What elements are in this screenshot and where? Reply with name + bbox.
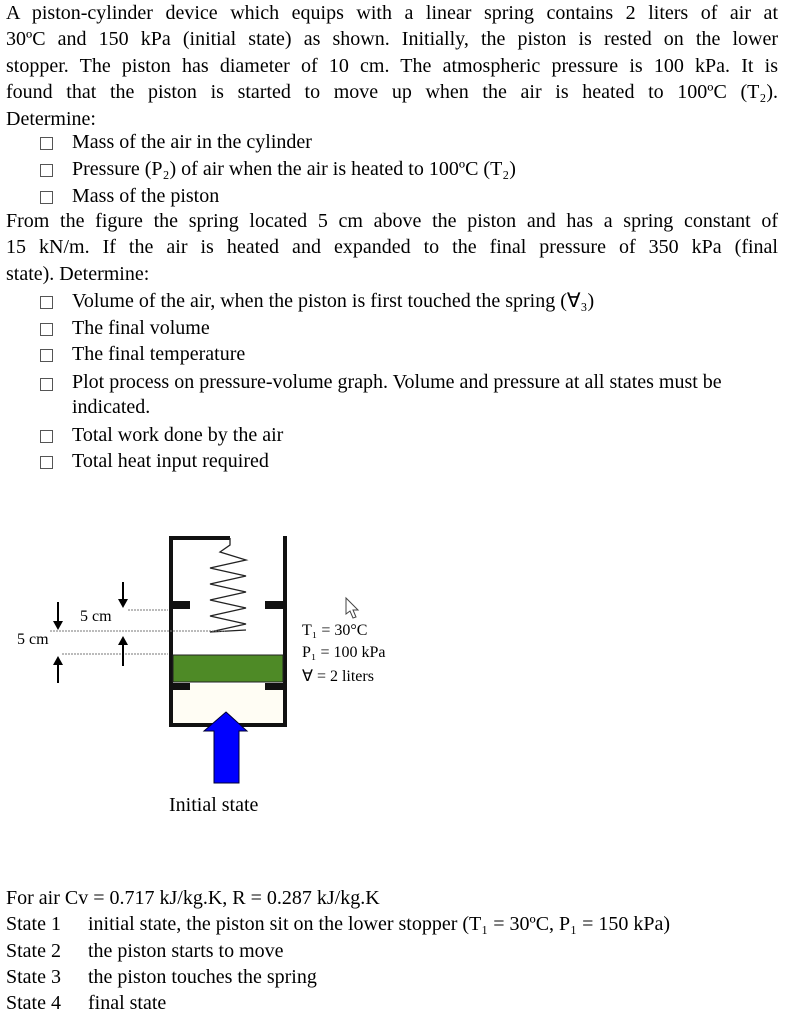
text-line: Determine:: [6, 107, 96, 130]
list-item: [40, 315, 780, 342]
upper-stopper-right: [265, 601, 283, 609]
text-line: state). Determine:: [6, 262, 150, 285]
text-line: 30ºC and 150 kPa (initial state) as shown. Initially, the piston is rested on the lower: [6, 28, 778, 51]
list-item: [40, 370, 780, 420]
checkbox-icon: [40, 164, 53, 177]
text-line: found that the piston is started to move up when the air is heated to 100ºC (T₂).: [6, 81, 778, 104]
item-text: Total work done by the air: [72, 423, 284, 446]
piston: [173, 655, 283, 682]
text-line: A piston-cylinder device which equips with a linear spring contains 2 liters of air at: [6, 2, 778, 24]
list-item: [40, 183, 780, 210]
state-row: [6, 990, 670, 1015]
mid-paragraph: [6, 208, 778, 287]
lower-stopper-left: [173, 683, 190, 690]
arrow-down-icon: [53, 621, 63, 630]
temperature-label: T₁ = 30°C: [302, 622, 368, 639]
mouse-cursor-icon: [346, 598, 358, 618]
list-item: [40, 341, 780, 368]
item-text: Pressure (P₂) of air when the air is heated to 100ºC (T₂): [72, 157, 516, 180]
state-row: [6, 964, 670, 990]
state-row: [6, 938, 670, 964]
checkbox-icon: [40, 191, 53, 204]
pressure-label: P₁ = 100 kPa: [302, 644, 386, 661]
list-item: [40, 448, 780, 475]
piston-cylinder-figure: [0, 530, 420, 836]
text-line: stopper. The piston has diameter of 10 cm. The atmospheric pressure is 100 kPa. It is: [6, 54, 778, 77]
list-item: [40, 129, 780, 156]
question-list-1: [40, 129, 780, 209]
volume-label: ∀ = 2 liters: [302, 668, 374, 685]
dimension-label: 5 cm: [17, 631, 49, 648]
checkbox-icon: [40, 323, 53, 336]
given-data: [6, 885, 670, 1015]
text-line: From the figure the spring located 5 cm above the piston and has a spring constant of: [6, 210, 778, 232]
state-label: State 3: [6, 965, 61, 988]
item-text: Mass of the piston: [72, 184, 220, 207]
checkbox-icon: [40, 378, 53, 391]
checkbox-icon: [40, 430, 53, 443]
state-desc: initial state, the piston sit on the lower stopper (T₁ = 30ºC, P₁ = 150 kPa): [88, 913, 671, 936]
item-text: Mass of the air in the cylinder: [72, 131, 312, 153]
upper-stopper-left: [173, 601, 190, 609]
state-desc: the piston starts to move: [88, 939, 284, 962]
figure-caption: Initial state: [169, 794, 259, 816]
intro-paragraph: [6, 0, 778, 132]
list-item: [40, 156, 780, 183]
checkbox-icon: [40, 349, 53, 362]
state-desc: the piston touches the spring: [88, 965, 317, 988]
state-row: [6, 911, 670, 937]
lower-stopper-right: [265, 683, 283, 690]
state-desc: final state: [88, 992, 167, 1015]
dimension-label: 5 cm: [80, 608, 112, 625]
text-line: 15 kN/m. If the air is heated and expanded to the final pressure of 350 kPa (final: [6, 236, 778, 259]
list-item: [40, 288, 780, 315]
list-item: [40, 422, 780, 449]
item-text: The final temperature: [72, 343, 246, 366]
constants-line: For air Cv = 0.717 kJ/kg.K, R = 0.287 kJ/kg.K: [6, 887, 380, 909]
checkbox-icon: [40, 137, 53, 150]
state-label: State 2: [6, 939, 61, 962]
spring-icon: [210, 538, 246, 632]
item-text: Plot process on pressure-volume graph. Volume and pressure at all states must be indicated.: [72, 370, 722, 418]
state-label: State 4: [6, 992, 61, 1015]
state-label: State 1: [6, 913, 61, 936]
item-text: Total heat input required: [72, 450, 269, 473]
item-text: The final volume: [72, 316, 210, 339]
arrow-up-icon: [118, 636, 128, 645]
arrow-down-icon: [118, 599, 128, 608]
checkbox-icon: [40, 296, 53, 309]
item-text: Volume of the air, when the piston is first touched the spring (∀₃): [72, 290, 595, 312]
arrow-up-icon: [53, 656, 63, 665]
checkbox-icon: [40, 456, 53, 469]
question-list-2: [40, 288, 780, 475]
